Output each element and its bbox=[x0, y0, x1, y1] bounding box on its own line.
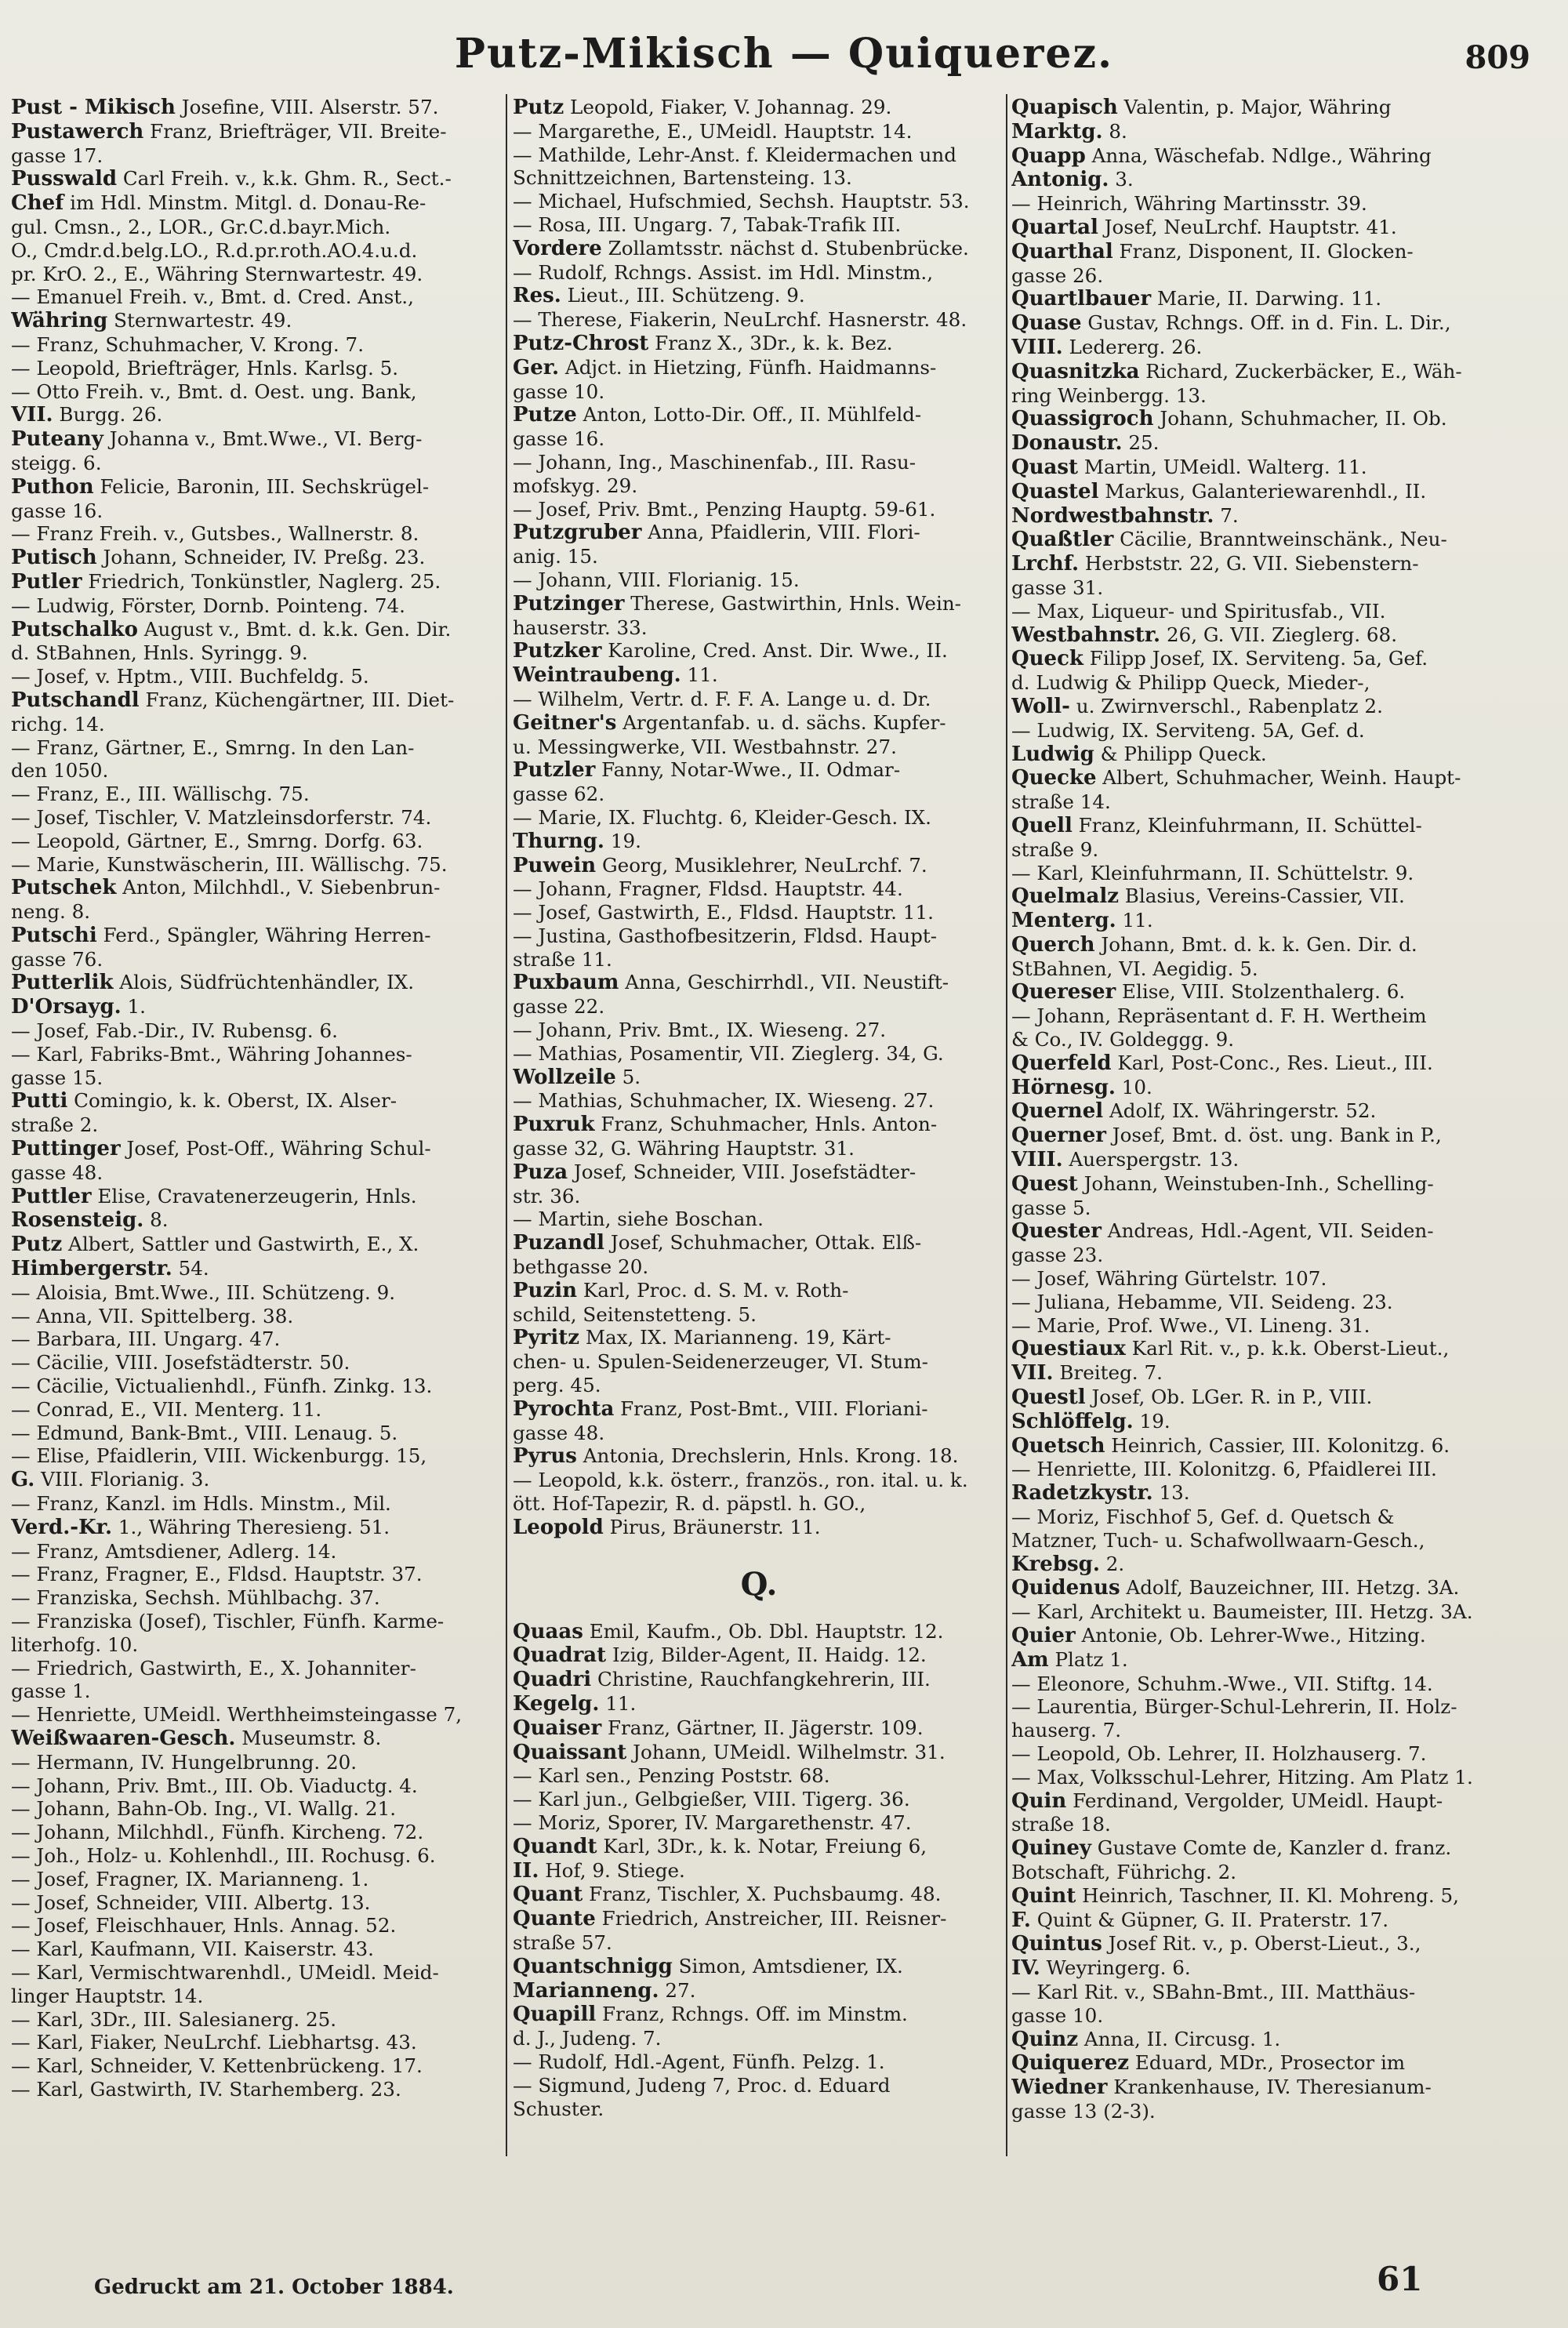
directory-line: straße 11. bbox=[513, 947, 612, 971]
directory-line: — Eleonore, Schuhm.-Wwe., VII. Stiftg. 14. bbox=[1011, 1672, 1433, 1695]
section-heading: Q. bbox=[740, 1565, 778, 1603]
directory-line: Matzner, Tuch- u. Schafwollwaarn-Gesch., bbox=[1011, 1528, 1425, 1552]
directory-line: Marktg. 8. bbox=[1011, 119, 1127, 143]
directory-line: Quiney Gustave Comte de, Kanzler d. franz. bbox=[1011, 1836, 1452, 1861]
column-divider bbox=[506, 94, 507, 2156]
directory-column-1 bbox=[11, 96, 503, 2213]
directory-line: Pust - Mikisch Josefine, VIII. Alserstr. 57. bbox=[11, 96, 439, 119]
directory-line: Geitner's Argentanfab. u. d. sächs. Kupfer- bbox=[513, 710, 946, 735]
directory-line: — Heinrich, Währing Martinsstr. 39. bbox=[1011, 192, 1367, 216]
directory-line: chen- u. Spulen-Seidenerzeuger, VI. Stum- bbox=[513, 1350, 928, 1374]
directory-line: Quassigroch Johann, Schuhmacher, II. Ob. bbox=[1011, 407, 1447, 431]
directory-line: Quelmalz Blasius, Vereins-Cassier, VII. bbox=[1011, 884, 1405, 909]
directory-line: — Henriette, III. Kolonitzg. 6, Pfaidlerei III. bbox=[1011, 1458, 1437, 1481]
directory-line: — Mathilde, Lehr-Anst. f. Kleidermachen und bbox=[513, 143, 956, 166]
directory-line: Quapisch Valentin, p. Major, Währing bbox=[1011, 96, 1392, 119]
directory-line: — Josef, Währing Gürtelstr. 107. bbox=[1011, 1267, 1327, 1291]
directory-line: — Josef, Tischler, V. Matzleinsdorferstr. 74. bbox=[11, 805, 432, 829]
directory-line: gasse 22. bbox=[513, 995, 605, 1019]
directory-line: Quin Ferdinand, Vergolder, UMeidl. Haupt- bbox=[1011, 1789, 1443, 1813]
directory-line: — Sigmund, Judeng 7, Proc. d. Eduard bbox=[513, 2073, 891, 2097]
directory-line: Nordwestbahnstr. 7. bbox=[1011, 503, 1239, 528]
directory-line: Thurng. 19. bbox=[513, 829, 641, 853]
directory-line: Verd.-Kr. 1., Währing Theresieng. 51. bbox=[11, 1515, 390, 1539]
directory-line: Himbergerstr. 54. bbox=[11, 1257, 209, 1281]
directory-line: — Franz, Fragner, E., Fldsd. Hauptstr. 37. bbox=[11, 1563, 423, 1586]
directory-line: IV. Weyringerg. 6. bbox=[1011, 1956, 1191, 1981]
directory-line: Donaustr. 25. bbox=[1011, 431, 1160, 456]
directory-line: — Franziska (Josef), Tischler, Fünfh. Karme- bbox=[11, 1610, 445, 1633]
directory-line: — Johann, Milchhdl., Fünfh. Kircheng. 72. bbox=[11, 1821, 424, 1844]
directory-line: — Emanuel Freih. v., Bmt. d. Cred. Anst., bbox=[11, 285, 414, 309]
directory-line: Puwein Georg, Musiklehrer, NeuLrchf. 7. bbox=[513, 853, 927, 877]
directory-line: — Josef, Fragner, IX. Marianneng. 1. bbox=[11, 1867, 369, 1890]
directory-line: literhofg. 10. bbox=[11, 1633, 139, 1656]
directory-line: neng. 8. bbox=[11, 900, 91, 924]
directory-line: Putti Comingio, k. k. Oberst, IX. Alser- bbox=[11, 1089, 397, 1113]
directory-line: — Marie, IX. Fluchtg. 6, Kleider-Gesch. IX. bbox=[513, 805, 931, 829]
directory-line: — Otto Freih. v., Bmt. d. Oest. ung. Bank, bbox=[11, 380, 417, 403]
directory-line: Putzgruber Anna, Pfaidlerin, VIII. Flori- bbox=[513, 521, 920, 545]
directory-line: perg. 45. bbox=[513, 1374, 601, 1397]
directory-line: — Karl, Vermischtwarenhdl., UMeidl. Meid- bbox=[11, 1960, 439, 1984]
directory-line: Quapill Franz, Rchngs. Off. im Minstm. bbox=[513, 2003, 908, 2027]
directory-line: — Karl, 3Dr., III. Salesianerg. 25. bbox=[11, 2007, 337, 2031]
directory-line: Quarthal Franz, Disponent, II. Glocken- bbox=[1011, 239, 1414, 263]
directory-line: gasse 10. bbox=[1011, 2003, 1104, 2027]
directory-line: Quantschnigg Simon, Amtsdiener, IX. bbox=[513, 1954, 903, 1978]
directory-line: Putschalko August v., Bmt. d. k.k. Gen. Dir. bbox=[11, 617, 452, 641]
directory-line: Querner Josef, Bmt. d. öst. ung. Bank in P., bbox=[1011, 1124, 1442, 1148]
directory-line: Weißwaaren-Gesch. Museumstr. 8. bbox=[11, 1726, 382, 1750]
directory-line: Quaiser Franz, Gärtner, II. Jägerstr. 109. bbox=[513, 1716, 924, 1740]
directory-line: — Mathias, Posamentir, VII. Zieglerg. 34, G. bbox=[513, 1041, 944, 1065]
directory-line: — Wilhelm, Vertr. d. F. F. A. Lange u. d. Dr. bbox=[513, 687, 931, 710]
directory-line: Quartal Josef, NeuLrchf. Hauptstr. 41. bbox=[1011, 215, 1397, 239]
directory-line: StBahnen, VI. Aegidig. 5. bbox=[1011, 957, 1258, 980]
directory-line: ring Weinbergg. 13. bbox=[1011, 383, 1207, 407]
directory-line: — Karl, Kaufmann, VII. Kaiserstr. 43. bbox=[11, 1938, 374, 1961]
directory-line: Quase Gustav, Rchngs. Off. in d. Fin. L. Dir., bbox=[1011, 311, 1451, 336]
directory-line: — Karl, Fabriks-Bmt., Währing Johannes- bbox=[11, 1042, 412, 1066]
directory-line: Quaas Emil, Kaufm., Ob. Dbl. Hauptstr. 12. bbox=[513, 1619, 944, 1643]
directory-line: — Moriz, Fischhof 5, Gef. d. Quetsch & bbox=[1011, 1505, 1395, 1529]
directory-line: Puxruk Franz, Schuhmacher, Hnls. Anton- bbox=[513, 1113, 938, 1137]
directory-line: Wiedner Krankenhause, IV. Theresianum- bbox=[1011, 2076, 1432, 2100]
directory-line: Pyrus Antonia, Drechslerin, Hnls. Krong. 18. bbox=[513, 1444, 959, 1469]
directory-line: — Karl, Gastwirth, IV. Starhemberg. 23. bbox=[11, 2077, 401, 2101]
directory-line: Quartlbauer Marie, II. Darwing. 11. bbox=[1011, 287, 1382, 311]
directory-line: Pustawerch Franz, Briefträger, VII. Breite- bbox=[11, 119, 447, 143]
signature-mark: 61 bbox=[1377, 2260, 1423, 2298]
directory-column-3 bbox=[1011, 96, 1552, 2213]
directory-line: — Johann, Fragner, Fldsd. Hauptstr. 44. bbox=[513, 877, 903, 901]
directory-line: Puttinger Josef, Post-Off., Währing Schul- bbox=[11, 1137, 431, 1161]
directory-line: — Franz, Amtsdiener, Adlerg. 14. bbox=[11, 1539, 337, 1563]
directory-line: steigg. 6. bbox=[11, 451, 102, 474]
directory-line: — Friedrich, Gastwirth, E., X. Johanniter- bbox=[11, 1656, 416, 1680]
directory-line: gasse 62. bbox=[513, 783, 605, 806]
page-title: Putz-Mikisch — Quiquerez. bbox=[454, 30, 1114, 78]
directory-line: mofskyg. 29. bbox=[513, 474, 638, 497]
directory-line: straße 14. bbox=[1011, 790, 1111, 814]
directory-line: — Max, Volksschul-Lehrer, Hitzing. Am Platz 1. bbox=[1011, 1765, 1473, 1789]
directory-line: straße 18. bbox=[1011, 1813, 1111, 1836]
directory-line: — Marie, Kunstwäscherin, III. Wällischg. 75. bbox=[11, 852, 448, 876]
directory-line: — Hermann, IV. Hungelbrunng. 20. bbox=[11, 1750, 358, 1774]
directory-line: Puthon Felicie, Baronin, III. Sechskrügel- bbox=[11, 474, 430, 499]
directory-line: Putler Friedrich, Tonkünstler, Naglerg. 25. bbox=[11, 569, 441, 594]
directory-line: II. Hof, 9. Stiege. bbox=[513, 1858, 685, 1883]
directory-line: Quadrat Izig, Bilder-Agent, II. Haidg. 12. bbox=[513, 1643, 927, 1668]
directory-line: gasse 16. bbox=[11, 499, 103, 522]
directory-column-2 bbox=[513, 96, 1005, 2213]
directory-line: Putschi Ferd., Spängler, Währing Herren- bbox=[11, 923, 431, 947]
directory-line: Querfeld Karl, Post-Conc., Res. Lieut., III. bbox=[1011, 1051, 1433, 1075]
directory-line: linger Hauptstr. 14. bbox=[11, 1984, 204, 2007]
directory-line: — Elise, Pfaidlerin, VIII. Wickenburgg. 15, bbox=[11, 1444, 427, 1468]
directory-line: Putz Leopold, Fiaker, V. Johannag. 29. bbox=[513, 96, 892, 119]
directory-line: G. VIII. Florianig. 3. bbox=[11, 1468, 210, 1492]
directory-line: — Leopold, Briefträger, Hnls. Karlsg. 5. bbox=[11, 356, 399, 380]
directory-line: Putschandl Franz, Küchengärtner, III. Diet- bbox=[11, 688, 455, 712]
directory-line: Putzler Fanny, Notar-Wwe., II. Odmar- bbox=[513, 758, 901, 783]
directory-line: — Margarethe, E., UMeidl. Hauptstr. 14. bbox=[513, 119, 913, 143]
directory-line: — Josef, Fab.-Dir., IV. Rubensg. 6. bbox=[11, 1019, 338, 1043]
directory-line: Questl Josef, Ob. LGer. R. in P., VIII. bbox=[1011, 1386, 1373, 1410]
directory-line: Putzinger Therese, Gastwirthin, Hnls. Wein- bbox=[513, 591, 961, 616]
directory-line: Puteany Johanna v., Bmt.Wwe., VI. Berg- bbox=[11, 427, 423, 452]
directory-line: Quecke Albert, Schuhmacher, Weinh. Haupt- bbox=[1011, 766, 1461, 790]
directory-line: Botschaft, Führichg. 2. bbox=[1011, 1860, 1237, 1883]
directory-line: Rosensteig. 8. bbox=[11, 1208, 169, 1233]
directory-line: — Johann, Priv. Bmt., III. Ob. Viaductg. 4. bbox=[11, 1774, 418, 1797]
directory-line: straße 2. bbox=[11, 1113, 99, 1137]
directory-line: gasse 10. bbox=[513, 380, 605, 403]
directory-line: gasse 1. bbox=[11, 1680, 91, 1703]
directory-line: — Cäcilie, Victualienhdl., Fünfh. Zinkg. 13. bbox=[11, 1375, 433, 1398]
directory-line: — Juliana, Hebamme, VII. Seideng. 23. bbox=[1011, 1290, 1393, 1313]
directory-line: — Josef, Gastwirth, E., Fldsd. Hauptstr. 11. bbox=[513, 901, 934, 924]
directory-line: Quereser Elise, VIII. Stolzenthalerg. 6. bbox=[1011, 980, 1406, 1004]
directory-line: ött. Hof-Tapezir, R. d. päpstl. h. GO., bbox=[513, 1492, 866, 1516]
directory-line: — Marie, Prof. Wwe., VI. Lineng. 31. bbox=[1011, 1313, 1370, 1337]
directory-line: Lrchf. Herbststr. 22, G. VII. Siebenstern- bbox=[1011, 552, 1419, 576]
directory-line: VII. Burgg. 26. bbox=[11, 403, 163, 427]
directory-line: gasse 76. bbox=[11, 947, 103, 971]
directory-line: — Michael, Hufschmied, Sechsh. Hauptstr. 53. bbox=[513, 190, 970, 213]
directory-line: Res. Lieut., III. Schützeng. 9. bbox=[513, 284, 805, 308]
directory-line: Quaissant Johann, UMeidl. Wilhelmstr. 31. bbox=[513, 1740, 946, 1764]
directory-line: — Franz Freih. v., Gutsbes., Wallnerstr. 8. bbox=[11, 522, 419, 546]
directory-line: bethgasse 20. bbox=[513, 1255, 649, 1279]
directory-line: & Co., IV. Goldeggg. 9. bbox=[1011, 1028, 1235, 1051]
directory-line: Pusswald Carl Freih. v., k.k. Ghm. R., Sect.- bbox=[11, 167, 452, 191]
directory-line: Puzandl Josef, Schuhmacher, Ottak. Elß- bbox=[513, 1231, 922, 1255]
directory-line: Quast Martin, UMeidl. Walterg. 11. bbox=[1011, 455, 1367, 479]
directory-line: — Cäcilie, VIII. Josefstädterstr. 50. bbox=[11, 1351, 350, 1375]
directory-line: Putz Albert, Sattler und Gastwirth, E., X. bbox=[11, 1233, 419, 1257]
directory-line: Weintraubeng. 11. bbox=[513, 663, 718, 688]
directory-line: D'Orsayg. 1. bbox=[11, 995, 146, 1019]
directory-line: — Aloisia, Bmt.Wwe., III. Schützeng. 9. bbox=[11, 1280, 396, 1304]
directory-line: str. 36. bbox=[513, 1184, 581, 1208]
directory-line: Radetzkystr. 13. bbox=[1011, 1481, 1190, 1505]
directory-line: gasse 16. bbox=[513, 427, 605, 451]
directory-line: — Josef, Schneider, VIII. Albertg. 13. bbox=[11, 1890, 371, 1914]
directory-line: Putz-Chrost Franz X., 3Dr., k. k. Bez. bbox=[513, 331, 893, 355]
directory-line: Questiaux Karl Rit. v., p. k.k. Oberst-Lieut., bbox=[1011, 1337, 1450, 1361]
directory-line: VIII. Ledererg. 26. bbox=[1011, 335, 1203, 359]
directory-line: Quintus Josef Rit. v., p. Oberst-Lieut., 3., bbox=[1011, 1932, 1421, 1956]
directory-line: Quest Johann, Weinstuben-Inh., Schelling- bbox=[1011, 1171, 1434, 1196]
directory-line: Schuster. bbox=[513, 2097, 604, 2120]
directory-line: Quasnitzka Richard, Zuckerbäcker, E., Wäh- bbox=[1011, 359, 1462, 383]
directory-line: anig. 15. bbox=[513, 545, 598, 568]
directory-line: — Mathias, Schuhmacher, IX. Wieseng. 27. bbox=[513, 1089, 935, 1113]
directory-line: — Johann, Repräsentant d. F. H. Wertheim bbox=[1011, 1004, 1427, 1028]
directory-line: Vordere Zollamtsstr. nächst d. Stubenbrücke. bbox=[513, 236, 969, 260]
directory-line: Quandt Karl, 3Dr., k. k. Notar, Freiung 6, bbox=[513, 1834, 927, 1858]
directory-line: — Rudolf, Rchngs. Assist. im Hdl. Minstm., bbox=[513, 260, 934, 284]
directory-line: d. Ludwig & Philipp Queck, Mieder-, bbox=[1011, 671, 1370, 695]
directory-line: VII. Breiteg. 7. bbox=[1011, 1361, 1163, 1386]
directory-line: gasse 23. bbox=[1011, 1244, 1104, 1267]
directory-line: VIII. Auerspergstr. 13. bbox=[1011, 1148, 1240, 1172]
directory-line: O., Cmdr.d.belg.LO., R.d.pr.roth.AO.4.u.d. bbox=[11, 238, 418, 262]
directory-line: — Karl sen., Penzing Poststr. 68. bbox=[513, 1764, 830, 1788]
directory-line: Querch Johann, Bmt. d. k. k. Gen. Dir. d. bbox=[1011, 932, 1417, 957]
directory-line: Quant Franz, Tischler, X. Puchsbaumg. 48. bbox=[513, 1883, 942, 1907]
directory-line: Quaßtler Cäcilie, Branntweinschänk., Neu- bbox=[1011, 528, 1447, 552]
directory-line: Marianneng. 27. bbox=[513, 1978, 696, 2003]
directory-line: — Leopold, Gärtner, E., Smrng. Dorfg. 63. bbox=[11, 829, 423, 852]
directory-line: — Anna, VII. Spittelberg. 38. bbox=[11, 1304, 294, 1327]
directory-line: — Johann, Bahn-Ob. Ing., VI. Wallg. 21. bbox=[11, 1797, 397, 1821]
directory-line: Putschek Anton, Milchhdl., V. Siebenbrun- bbox=[11, 876, 441, 900]
directory-line: schild, Seitenstetteng. 5. bbox=[513, 1302, 757, 1326]
directory-line: gasse 31. bbox=[1011, 576, 1104, 599]
directory-line: Währing Sternwartestr. 49. bbox=[11, 309, 292, 333]
directory-line: Puttler Elise, Cravatenerzeugerin, Hnls. bbox=[11, 1184, 417, 1208]
directory-line: — Rudolf, Hdl.-Agent, Fünfh. Pelzg. 1. bbox=[513, 2050, 885, 2073]
directory-line: Woll- u. Zwirnverschl., Rabenplatz 2. bbox=[1011, 694, 1383, 718]
directory-line: Menterg. 11. bbox=[1011, 909, 1153, 933]
directory-line: Puxbaum Anna, Geschirrhdl., VII. Neustift- bbox=[513, 971, 949, 995]
directory-line: — Henriette, UMeidl. Werthheimsteingasse 7, bbox=[11, 1703, 463, 1727]
directory-line: — Johann, VIII. Florianig. 15. bbox=[513, 568, 800, 591]
directory-line: — Rosa, III. Ungarg. 7, Tabak-Trafik III. bbox=[513, 212, 902, 236]
directory-line: — Johann, Priv. Bmt., IX. Wieseng. 27. bbox=[513, 1019, 887, 1042]
directory-line: — Moriz, Sporer, IV. Margarethenstr. 47. bbox=[513, 1810, 912, 1834]
directory-line: gasse 13 (2-3). bbox=[1011, 2099, 1156, 2123]
directory-line: Schnittzeichnen, Bartensteing. 13. bbox=[513, 166, 852, 190]
directory-line: Krebsg. 2. bbox=[1011, 1552, 1125, 1576]
directory-line: Pyritz Max, IX. Marianneng. 19, Kärt- bbox=[513, 1326, 891, 1350]
print-date: Gedruckt am 21. October 1884. bbox=[94, 2275, 454, 2299]
directory-line: — Franz, E., III. Wällischg. 75. bbox=[11, 783, 310, 806]
directory-line: Puzin Karl, Proc. d. S. M. v. Roth- bbox=[513, 1278, 849, 1302]
directory-line: richg. 14. bbox=[11, 712, 105, 735]
directory-line: Quier Antonie, Ob. Lehrer-Wwe., Hitzing. bbox=[1011, 1624, 1426, 1647]
directory-line: — Edmund, Bank-Bmt., VIII. Lenaug. 5. bbox=[11, 1421, 398, 1444]
directory-line: — Barbara, III. Ungarg. 47. bbox=[11, 1327, 281, 1351]
directory-line: gul. Cmsn., 2., LOR., Gr.C.d.bayr.Mich. bbox=[11, 215, 391, 238]
directory-line: Leopold Pirus, Bräunerstr. 11. bbox=[513, 1515, 821, 1539]
directory-line: — Ludwig, IX. Serviteng. 5A, Gef. d. bbox=[1011, 718, 1365, 742]
directory-line: Westbahnstr. 26, G. VII. Zieglerg. 68. bbox=[1011, 623, 1398, 647]
directory-line: Quapp Anna, Wäschefab. Ndlge., Währing bbox=[1011, 143, 1432, 168]
directory-line: Ger. Adjct. in Hietzing, Fünfh. Haidmanns- bbox=[513, 355, 937, 380]
directory-line: Kegelg. 11. bbox=[513, 1692, 637, 1716]
directory-line: Putisch Johann, Schneider, IV. Preßg. 23. bbox=[11, 546, 426, 570]
directory-line: Quell Franz, Kleinfuhrmann, II. Schüttel- bbox=[1011, 813, 1422, 837]
directory-line: Ludwig & Philipp Queck. bbox=[1011, 742, 1267, 766]
directory-line: d. StBahnen, Hnls. Syringg. 9. bbox=[11, 641, 308, 665]
directory-line: — Leopold, k.k. österr., französ., ron. ital. u. k. bbox=[513, 1469, 968, 1492]
directory-line: gasse 48. bbox=[513, 1421, 605, 1444]
directory-line: Wollzeile 5. bbox=[513, 1065, 641, 1089]
directory-line: Quidenus Adolf, Bauzeichner, III. Hetzg. 3A. bbox=[1011, 1576, 1460, 1600]
directory-line: — Joh., Holz- u. Kohlenhdl., III. Rochusg. 6. bbox=[11, 1843, 436, 1867]
directory-line: Pyrochta Franz, Post-Bmt., VIII. Floriani- bbox=[513, 1396, 928, 1421]
directory-line: — Therese, Fiakerin, NeuLrchf. Hasnerstr. 48. bbox=[513, 308, 967, 332]
directory-line: — Johann, Ing., Maschinenfab., III. Rasu- bbox=[513, 450, 916, 474]
directory-line: — Karl, Schneider, V. Kettenbrückeng. 17. bbox=[11, 2054, 423, 2078]
directory-line: Schlöffelg. 19. bbox=[1011, 1409, 1171, 1433]
directory-line: gasse 48. bbox=[11, 1160, 103, 1184]
directory-line: — Max, Liqueur- und Spiritusfab., VII. bbox=[1011, 599, 1386, 623]
directory-line: Hörnesg. 10. bbox=[1011, 1075, 1152, 1099]
directory-line: — Ludwig, Förster, Dornb. Pointeng. 74. bbox=[11, 594, 405, 617]
directory-line: pr. KrO. 2., E., Währing Sternwartestr. 49. bbox=[11, 262, 423, 285]
directory-line: Putzker Karoline, Cred. Anst. Dir. Wwe., II. bbox=[513, 639, 948, 663]
directory-line: straße 9. bbox=[1011, 837, 1099, 861]
directory-line: — Karl Rit. v., SBahn-Bmt., III. Matthäus- bbox=[1011, 1980, 1416, 2003]
directory-line: — Karl, Architekt u. Baumeister, III. Hetzg. 3A. bbox=[1011, 1600, 1473, 1624]
directory-line: — Josef, v. Hptm., VIII. Buchfeldg. 5. bbox=[11, 665, 369, 688]
directory-line: gasse 15. bbox=[11, 1066, 103, 1089]
directory-line: — Franziska, Sechsh. Mühlbachg. 37. bbox=[11, 1586, 380, 1610]
directory-line: Quinz Anna, II. Circusg. 1. bbox=[1011, 2027, 1281, 2051]
directory-line: — Josef, Fleischhauer, Hnls. Annag. 52. bbox=[11, 1914, 397, 1938]
directory-line: Chef im Hdl. Minstm. Mitgl. d. Donau-Re- bbox=[11, 191, 426, 216]
directory-line: Quastel Markus, Galanteriewarenhdl., II. bbox=[1011, 479, 1427, 503]
column-divider bbox=[1006, 94, 1007, 2156]
directory-line: — Laurentia, Bürger-Schul-Lehrerin, II. Holz- bbox=[1011, 1695, 1457, 1719]
directory-line: Quadri Christine, Rauchfangkehrerin, III. bbox=[513, 1668, 931, 1692]
directory-line: u. Messingwerke, VII. Westbahnstr. 27. bbox=[513, 735, 897, 758]
directory-line: hauserg. 7. bbox=[1011, 1719, 1122, 1742]
directory-line: den 1050. bbox=[11, 759, 109, 783]
directory-line: — Josef, Priv. Bmt., Penzing Hauptg. 59-61. bbox=[513, 497, 936, 521]
page-number: 809 bbox=[1465, 39, 1530, 76]
directory-line: — Leopold, Ob. Lehrer, II. Holzhauserg. 7. bbox=[1011, 1741, 1427, 1765]
directory-line: Putze Anton, Lotto-Dir. Off., II. Mühlfeld- bbox=[513, 403, 922, 427]
directory-line: gasse 32, G. Währing Hauptstr. 31. bbox=[513, 1137, 855, 1160]
directory-line: Queck Filipp Josef, IX. Serviteng. 5a, Gef. bbox=[1011, 647, 1428, 671]
directory-line: Am Platz 1. bbox=[1011, 1647, 1128, 1672]
directory-line: — Franz, Gärtner, E., Smrng. In den Lan- bbox=[11, 735, 415, 759]
directory-line: d. J., Judeng. 7. bbox=[513, 2027, 662, 2050]
directory-line: — Martin, siehe Boschan. bbox=[513, 1208, 764, 1231]
directory-line: Quetsch Heinrich, Cassier, III. Kolonitzg. 6. bbox=[1011, 1433, 1450, 1458]
directory-line: — Franz, Kanzl. im Hdls. Minstm., Mil. bbox=[11, 1492, 391, 1516]
directory-line: hauserstr. 33. bbox=[513, 616, 648, 639]
directory-line: Quiquerez Eduard, MDr., Prosector im bbox=[1011, 2051, 1406, 2076]
directory-line: Antonig. 3. bbox=[1011, 168, 1134, 192]
directory-line: Puza Josef, Schneider, VIII. Josefstädter- bbox=[513, 1160, 916, 1184]
directory-line: F. Quint & Güpner, G. II. Praterstr. 17. bbox=[1011, 1908, 1389, 1932]
directory-line: straße 57. bbox=[513, 1930, 612, 1954]
directory-line: — Karl, Fiaker, NeuLrchf. Liebhartsg. 43. bbox=[11, 2031, 417, 2054]
directory-line: gasse 5. bbox=[1011, 1196, 1091, 1219]
directory-line: Quernel Adolf, IX. Währingerstr. 52. bbox=[1011, 1099, 1377, 1124]
directory-line: Quint Heinrich, Taschner, II. Kl. Mohreng. 5, bbox=[1011, 1883, 1459, 1908]
directory-line: Putterlik Alois, Südfrüchtenhändler, IX. bbox=[11, 971, 415, 995]
directory-line: gasse 17. bbox=[11, 143, 103, 167]
directory-line: — Franz, Schuhmacher, V. Krong. 7. bbox=[11, 332, 365, 356]
directory-line: — Conrad, E., VII. Menterg. 11. bbox=[11, 1397, 322, 1421]
directory-line: gasse 26. bbox=[1011, 263, 1104, 287]
directory-line: Quante Friedrich, Anstreicher, III. Reisner- bbox=[513, 1907, 947, 1931]
directory-line: — Karl, Kleinfuhrmann, II. Schüttelstr. 9. bbox=[1011, 861, 1414, 884]
directory-line: — Justina, Gasthofbesitzerin, Fldsd. Haupt- bbox=[513, 924, 938, 947]
directory-line: — Karl jun., Gelbgießer, VIII. Tigerg. 36. bbox=[513, 1788, 910, 1811]
directory-line: Quester Andreas, Hdl.-Agent, VII. Seiden- bbox=[1011, 1219, 1434, 1244]
